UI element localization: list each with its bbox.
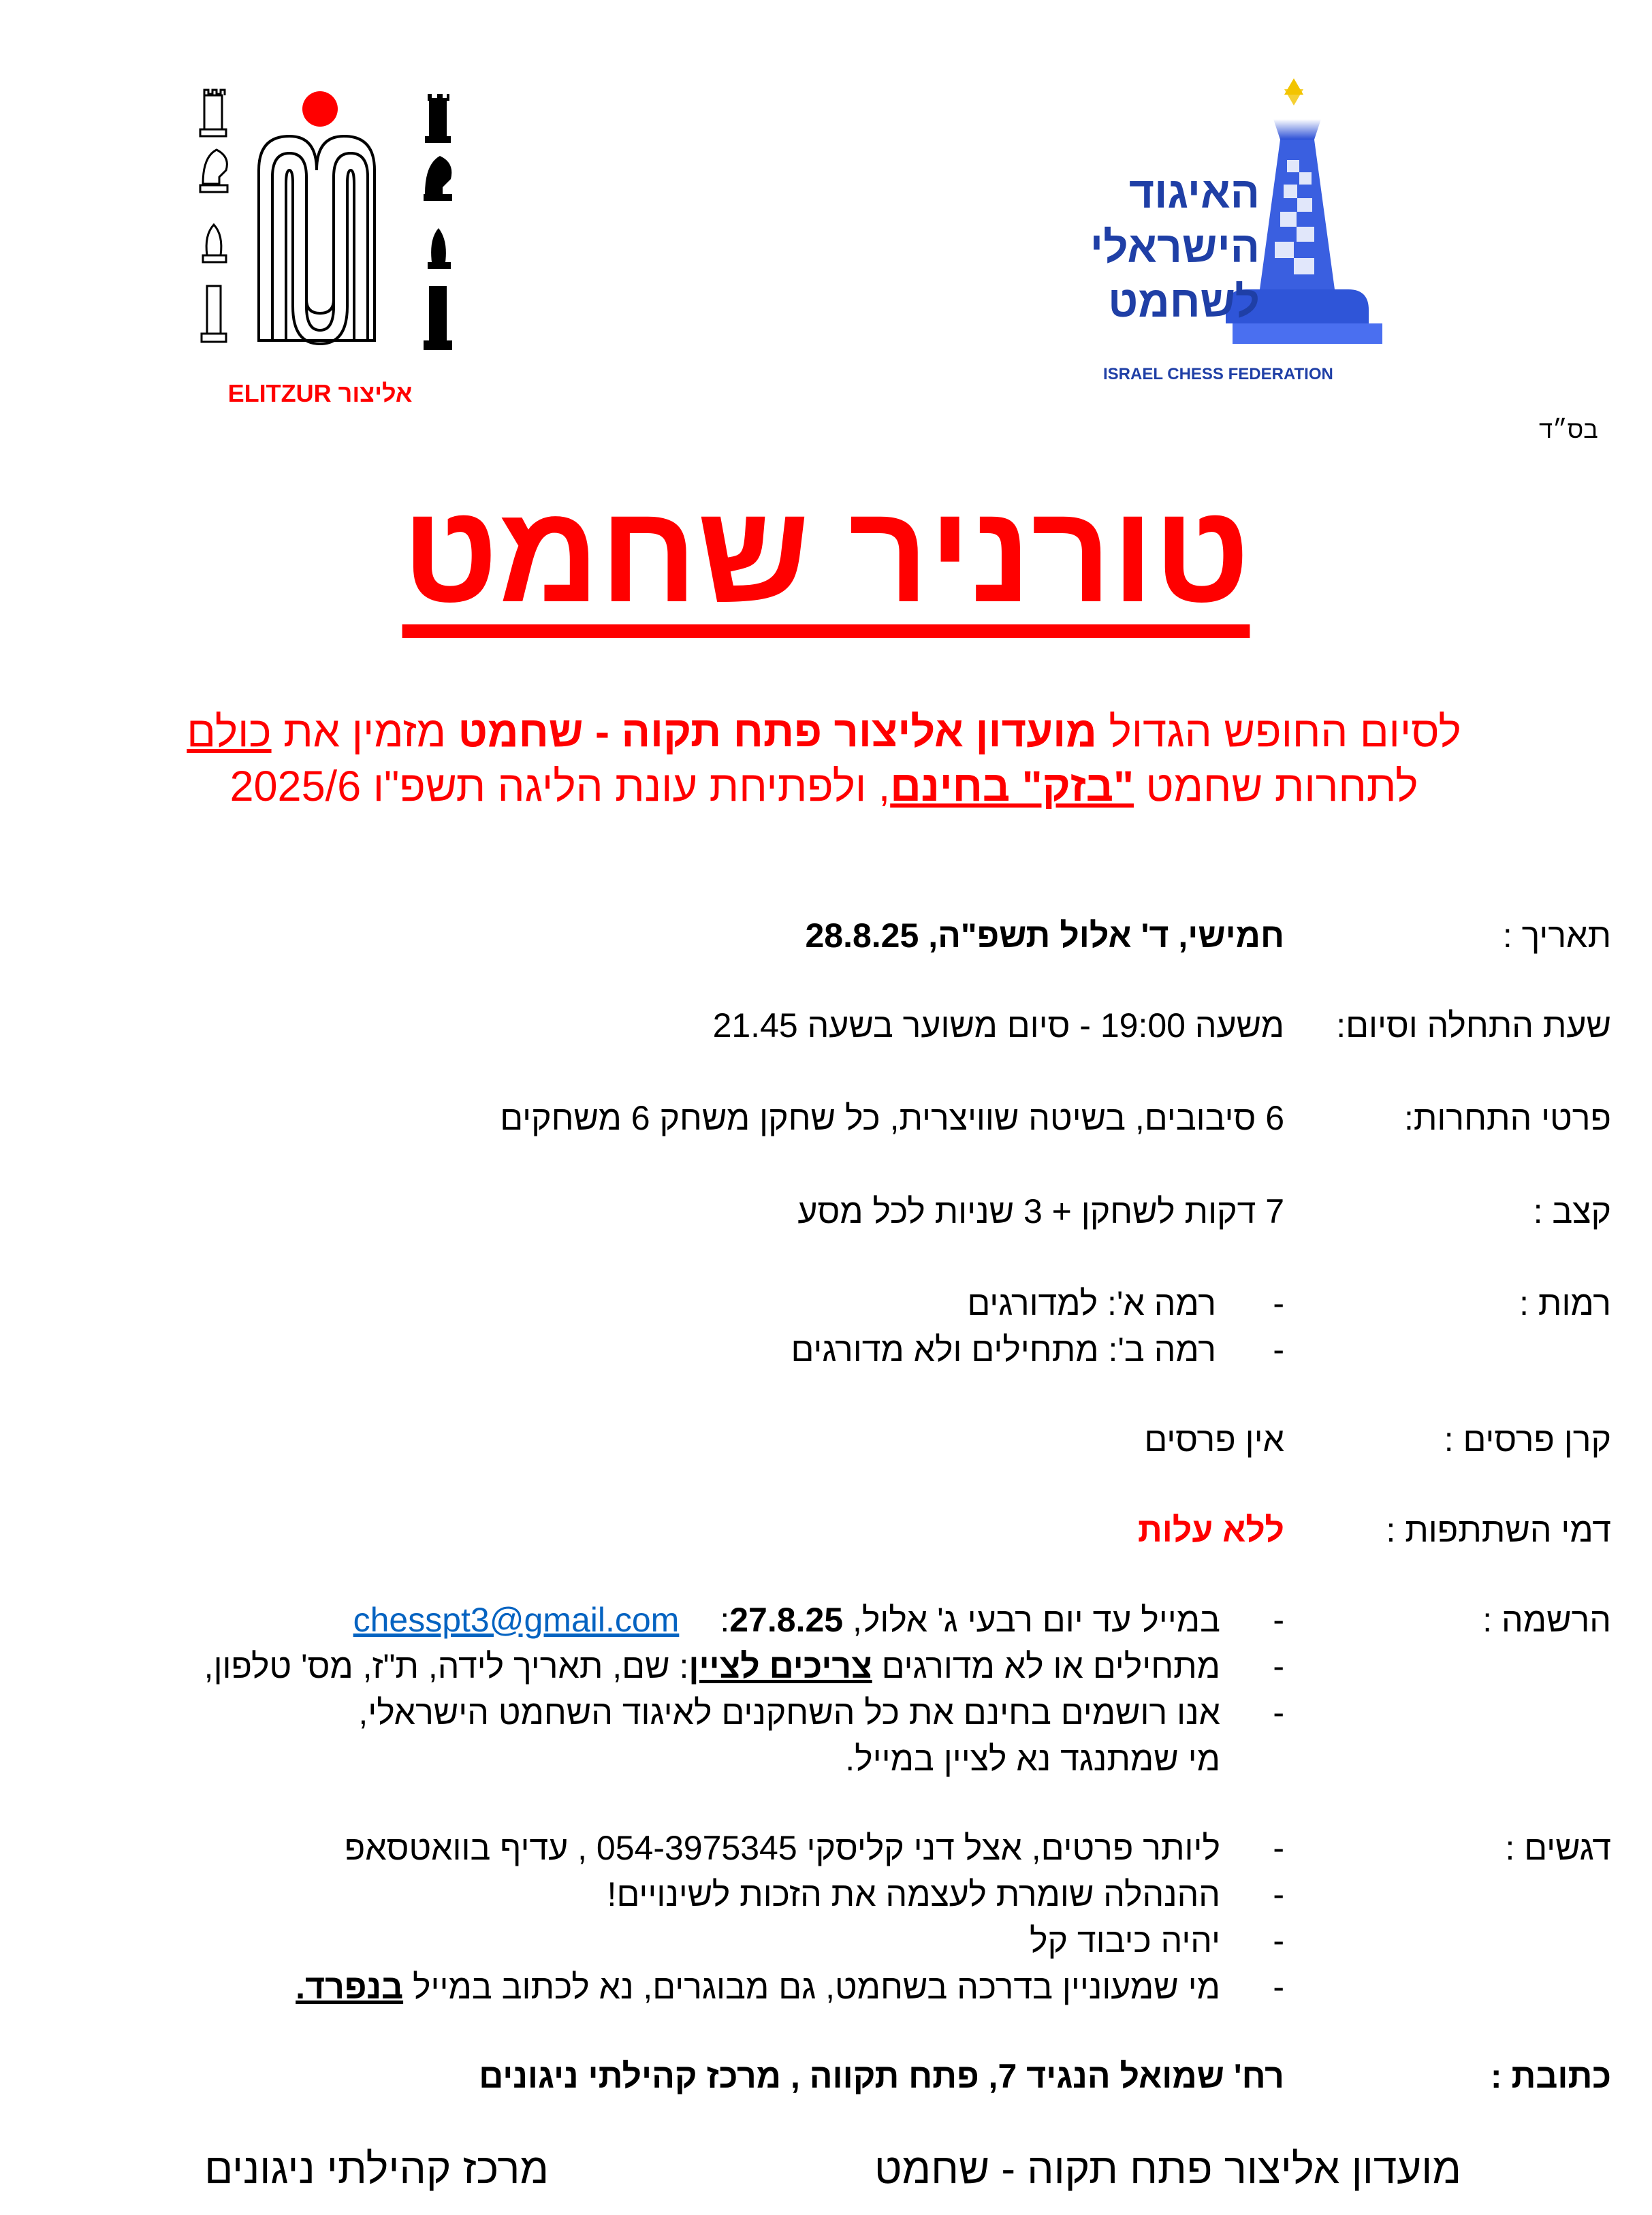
intro-part: לתחרות שחמט [1133,763,1418,810]
registration-text: מי שמתנגד נא לציין במייל. [845,1740,1220,1778]
list-item: - אנו רושמים בחינם את כל השחקנים לאיגוד השחמט הישראלי, [204,1689,1284,1736]
list-item: - מי שמעוניין בדרכה בשחמט, גם מבוגרים, נא לכתוב במייל בנפרד. [296,1968,1284,2006]
format-label: פרטי התחרות: [1403,1099,1611,1137]
footer-club: מועדון אליצור פתח תקוה - שחמט [874,2146,1461,2193]
intro-all: כולם [187,708,272,756]
note-text: ההנהלה שומרת לעצמה את הזכות לשינויים! [607,1875,1220,1913]
note-text: ליותר פרטים, אצל דני קליסקי 054-3975345 , עדיף בוואטסאפ [344,1829,1220,1867]
note-text: יהיה כיבוד קל [1030,1922,1220,1960]
prize-value: אין פרסים [1144,1420,1284,1459]
list-item: - רמה א': למדורגים [791,1280,1284,1326]
footer-center: מרכז קהילתי ניגונים [204,2146,549,2193]
date-value: חמישי, ד' אלול תשפ"ה, 28.8.25 [805,917,1284,955]
address-value: רח' שמואל הנגיד 7, פתח תקווה , מרכז קהילתי ניגונים [479,2057,1284,2095]
notes-label: דגשים : [1505,1829,1611,1867]
time-value: משעה 19:00 - סיום משוער בשעה 21.45 [712,1006,1284,1045]
level-a: רמה א': למדורגים [967,1284,1216,1322]
list-item: - ההנהלה שומרת לעצמה את הזכות לשינויים! [296,1871,1284,1917]
federation-line-2: הישראלי [1090,223,1260,272]
list-item: - במייל עד יום רבעי ג' אלול, 27.8.25:chesspt3@gmail.com [353,1601,1284,1639]
levels-label: רמות : [1519,1284,1611,1322]
black-chess-pieces-icon [424,94,452,350]
level-b: רמה ב': מתחילים ולא מדורגים [791,1330,1216,1369]
federation-line-1: האיגוד [1128,168,1260,217]
white-chess-pieces-icon [200,90,227,342]
registration-email-link[interactable]: chesspt3@gmail.com [353,1601,680,1639]
intro-line-2 [123,759,1525,814]
intro-part: מזמין את [271,708,458,756]
note-separately: בנפרד. [296,1968,404,2006]
list-item: - ליותר פרטים, אצל דני קליסקי 054-3975345 , עדיף בוואטסאפ [296,1825,1284,1871]
registration-label: הרשמה : [1482,1601,1611,1639]
list-item: - מתחילים או לא מדורגים צריכים לציין: שם, תאריך לידה, ת"ז, מס' טלפון, [204,1647,1284,1685]
registration-text: : שם, תאריך לידה, ת"ז, מס' טלפון, [204,1647,689,1685]
list-item: - רמה ב': מתחילים ולא מדורגים [791,1326,1284,1373]
elitzur-logo [184,82,463,422]
federation-english: ISRAEL CHESS FEDERATION [1103,365,1333,383]
registration-text: במייל עד יום רבעי ג' אלול, [843,1601,1220,1639]
registration-text: אנו רושמים בחינם את כל השחקנים לאיגוד השחמט הישראלי, [358,1693,1220,1732]
registration-required: צריכים לציין [688,1647,872,1685]
list-item: - יהיה כיבוד קל [296,1917,1284,1964]
intro-line-1 [123,705,1525,759]
levels-list [791,1280,1284,1373]
registration-deadline: 27.8.25 [729,1601,844,1639]
elitzur-emblem-icon [259,136,375,344]
intro-text [123,705,1525,814]
israel-chess-federation-logo [1090,65,1444,392]
red-dot-icon [302,91,338,127]
page-title: טורניר שחמט [402,475,1250,631]
registration-colon: : [720,1601,730,1639]
federation-line-3: לשחמט [1108,277,1260,326]
elitzur-caption: ELITZUR אליצור [227,379,413,407]
list-item [204,1736,1284,1782]
pace-value: 7 דקות לשחקן + 3 שניות לכל מסע [797,1192,1284,1230]
fee-label: דמי השתתפות : [1386,1511,1611,1549]
format-value: 6 סיבובים, בשיטה שוויצרית, כל שחקן משחק 6 משחקים [500,1099,1284,1137]
club-name: מועדון אליצור פתח תקוה - שחמט [458,708,1097,756]
date-label: תאריך : [1502,917,1611,955]
registration-text: מתחילים או לא מדורגים [872,1647,1220,1685]
prize-label: קרן פרסים : [1444,1420,1611,1459]
registration-list [204,1597,1284,1782]
notes-list [296,1825,1284,2010]
address-label: כתובת : [1490,2057,1611,2095]
intro-part: , ולפתיחת עונת הליגה תשפ"ו 2025/6 [229,763,891,810]
fee-value: ללא עלות [1137,1511,1284,1549]
note-text: מי שמעוניין בדרכה בשחמט, גם מבוגרים, נא לכתוב במייל [403,1968,1220,2006]
time-label: שעת התחלה וסיום: [1336,1006,1611,1045]
pace-label: קצב : [1533,1192,1611,1230]
bsd-mark: בס״ד [1539,415,1598,443]
intro-blitz: "בזק" בחינם [890,763,1134,810]
intro-part: לסיום החופש הגדול [1096,708,1461,756]
